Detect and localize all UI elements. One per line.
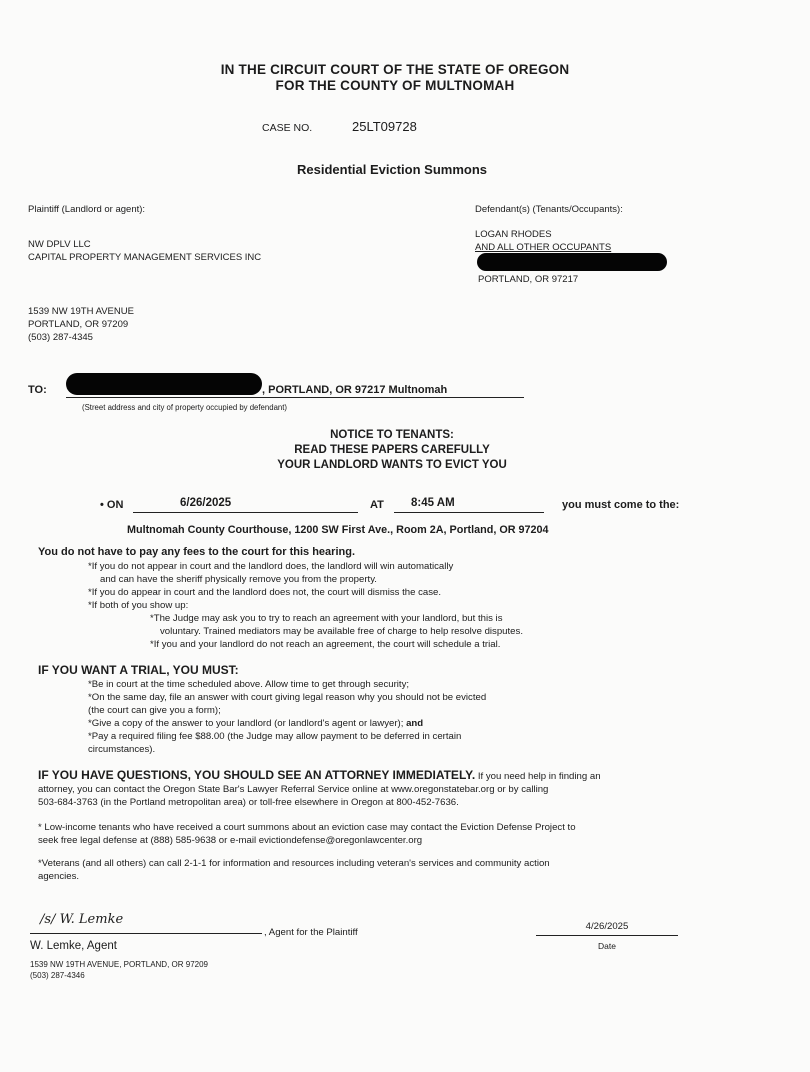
hearing-time: 8:45 AM xyxy=(411,497,455,509)
signature: /s/ W. Lemke xyxy=(40,912,124,927)
fees-line-7: *If you and your landlord do not reach an agreement, the court will schedule a trial. xyxy=(150,639,501,650)
court-title-line2: FOR THE COUNTY OF MULTNOMAH xyxy=(275,78,515,93)
fees-line-6: voluntary. Trained mediators may be available free of charge to help resolve disputes. xyxy=(160,626,523,637)
trial-line-1: *Be in court at the time scheduled above. Allow time to get through security; xyxy=(88,679,410,690)
plaintiff-name-1: NW DPLV LLC xyxy=(28,239,91,250)
fees-line-3: *If you do appear in court and the landlord does not, the court will dismiss the case. xyxy=(88,587,442,598)
signer-phone: (503) 287-4346 xyxy=(30,971,85,980)
signer-address: 1539 NW 19TH AVENUE, PORTLAND, OR 97209 xyxy=(30,960,208,969)
hearing-location: Multnomah County Courthouse, 1200 SW First Ave., Room 2A, Portland, OR 97204 xyxy=(127,524,549,536)
low-income-line-2: seek free legal defense at (888) 585-9638 or e-mail evictiondefense@oregonlawcenter.org xyxy=(38,835,423,846)
defendant-city: PORTLAND, OR 97217 xyxy=(478,274,579,285)
veterans-line-1: *Veterans (and all others) can call 2-1-1 for information and resources including veteran's services and community action xyxy=(38,858,550,869)
hearing-date: 6/26/2025 xyxy=(180,497,232,509)
date-line xyxy=(536,935,678,936)
redaction-defendant-address xyxy=(477,253,667,271)
veterans-line-2: agencies. xyxy=(38,871,80,882)
fees-line-5: *The Judge may ask you to try to reach an agreement with your landlord, but this is xyxy=(150,613,503,624)
defendant-name-2: AND ALL OTHER OCCUPANTS xyxy=(475,242,612,253)
plaintiff-name-2: CAPITAL PROPERTY MANAGEMENT SERVICES INC xyxy=(28,252,262,263)
trial-heading: IF YOU WANT A TRIAL, YOU MUST: xyxy=(38,663,239,677)
agent-for-plaintiff-label: , Agent for the Plaintiff xyxy=(264,927,358,938)
questions-line-1: IF YOU HAVE QUESTIONS, YOU SHOULD SEE AN ATTORNEY IMMEDIATELY. If you need help in finding an xyxy=(38,768,601,782)
trial-line-6: circumstances). xyxy=(88,744,156,755)
notice-line-2: READ THESE PAPERS CAREFULLY xyxy=(294,444,490,456)
to-address-caption: (Street address and city of property occupied by defendant) xyxy=(82,403,288,412)
notice-line-3: YOUR LANDLORD WANTS TO EVICT YOU xyxy=(277,459,507,471)
document-title: Residential Eviction Summons xyxy=(297,162,487,177)
plaintiff-label: Plaintiff (Landlord or agent): xyxy=(28,204,146,215)
questions-line-2: attorney, you can contact the Oregon State Bar's Lawyer Referral Service online at www.oregonstatebar.org or by calling xyxy=(38,784,549,795)
signature-line xyxy=(30,933,262,934)
notice-line-1: NOTICE TO TENANTS: xyxy=(330,429,454,441)
defendant-label: Defendant(s) (Tenants/Occupants): xyxy=(475,204,623,215)
redaction-property-address xyxy=(66,373,262,395)
court-title-line1: IN THE CIRCUIT COURT OF THE STATE OF OREGON xyxy=(220,62,570,77)
case-number-label: CASE NO. xyxy=(262,122,313,134)
fees-heading: You do not have to pay any fees to the court for this hearing. xyxy=(38,546,355,558)
questions-line-3: 503-684-3763 (in the Portland metropolitan area) or toll-free elsewhere in Oregon at 800-452-7636. xyxy=(38,797,459,808)
case-number: 25LT09728 xyxy=(352,119,417,134)
trial-line-5: *Pay a required filing fee $88.00 (the Judge may allow payment to be deferred in certain xyxy=(88,731,462,742)
trial-line-4: *Give a copy of the answer to your landlord (or landlord's agent or lawyer); and xyxy=(88,718,424,729)
plaintiff-address-1: 1539 NW 19TH AVENUE xyxy=(28,306,134,317)
signature-date: 4/26/2025 xyxy=(585,921,629,932)
plaintiff-phone: (503) 287-4345 xyxy=(28,332,93,343)
hearing-come-to: you must come to the: xyxy=(562,499,680,511)
fees-line-4: *If both of you show up: xyxy=(88,600,189,611)
low-income-line-1: * Low-income tenants who have received a court summons about an eviction case may contact the Eviction Defense Project to xyxy=(38,822,576,833)
hearing-on-label: • ON xyxy=(100,499,124,511)
trial-line-2: *On the same day, file an answer with court giving legal reason why you should not be evicted xyxy=(88,692,487,703)
to-address: , PORTLAND, OR 97217 Multnomah xyxy=(262,384,448,396)
defendant-name-1: LOGAN RHODES xyxy=(475,229,552,240)
fees-line-2: and can have the sheriff physically remove you from the property. xyxy=(100,574,377,585)
fees-line-1: *If you do not appear in court and the landlord does, the landlord will win automatically xyxy=(88,561,454,572)
hearing-at-label: AT xyxy=(370,499,384,511)
to-address-underline xyxy=(66,397,524,398)
trial-line-3: (the court can give you a form); xyxy=(88,705,221,716)
hearing-time-line xyxy=(394,512,544,513)
signer-name: W. Lemke, Agent xyxy=(30,940,117,952)
to-label: TO: xyxy=(28,384,47,396)
date-label: Date xyxy=(598,941,616,951)
hearing-date-line xyxy=(133,512,358,513)
plaintiff-address-2: PORTLAND, OR 97209 xyxy=(28,319,129,330)
